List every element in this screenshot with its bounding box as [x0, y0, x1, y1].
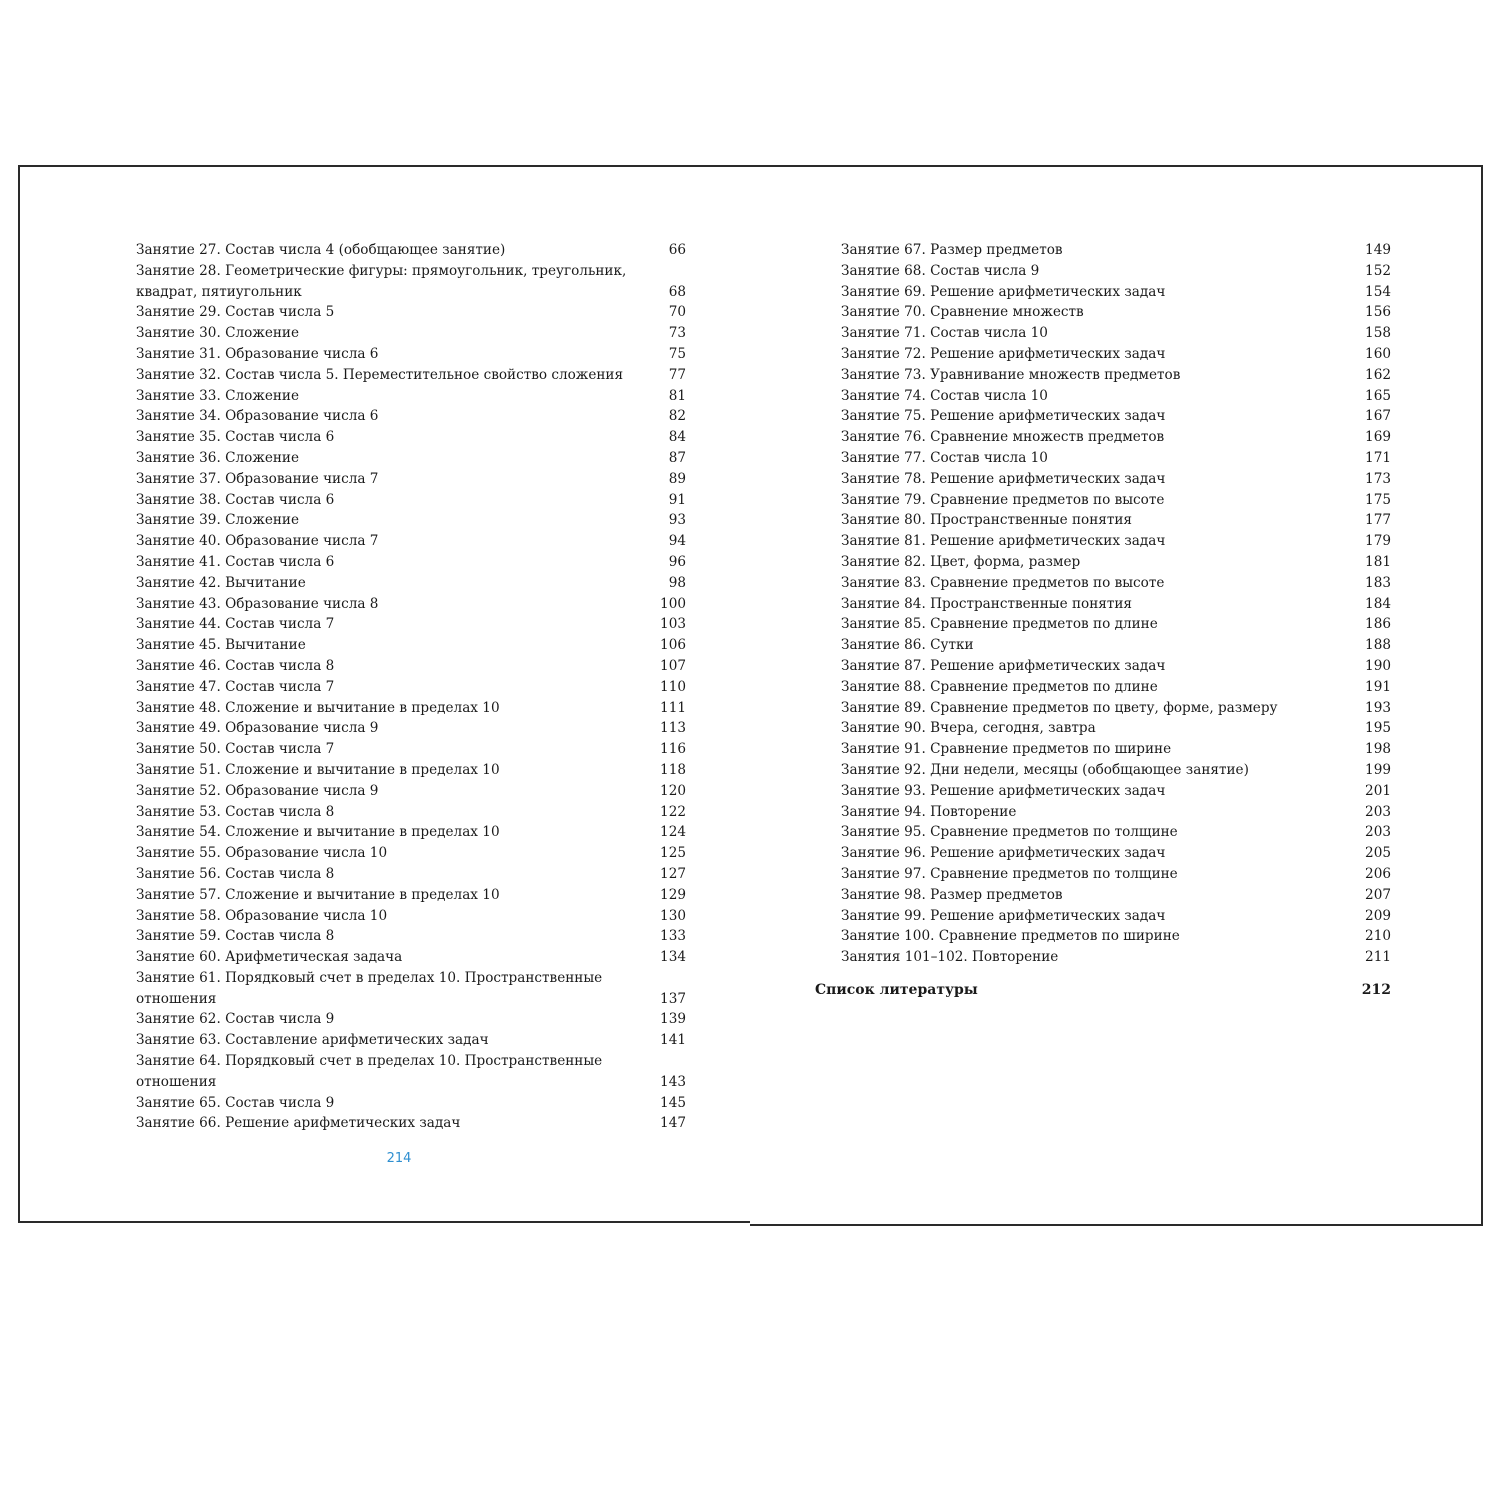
toc-entry[interactable]: [136, 282, 686, 303]
bibliography-title: Список литературы: [815, 982, 978, 998]
toc-entry-title: Занятие 44. Состав числа 7: [136, 616, 335, 633]
toc-entry-page: 193: [1365, 699, 1391, 716]
toc-entry[interactable]: [136, 552, 686, 573]
toc-entry[interactable]: [136, 323, 686, 344]
toc-entry[interactable]: [136, 594, 686, 615]
toc-entry[interactable]: [136, 843, 686, 864]
toc-entry[interactable]: [841, 240, 1391, 261]
toc-entry-page: 179: [1365, 533, 1391, 550]
toc-entry[interactable]: [841, 947, 1391, 968]
toc-entry[interactable]: [841, 469, 1391, 490]
toc-entry[interactable]: [841, 261, 1391, 282]
toc-entry-page: 81: [668, 387, 686, 404]
toc-entry-page: 122: [660, 803, 686, 820]
toc-entry-title: Занятие 74. Состав числа 10: [841, 387, 1048, 404]
toc-entry-page: 183: [1365, 574, 1391, 591]
toc-entry[interactable]: [841, 427, 1391, 448]
toc-entry-page: 103: [660, 616, 686, 633]
toc-entry[interactable]: [841, 698, 1391, 719]
toc-entry[interactable]: [841, 490, 1391, 511]
toc-entry-title: Занятие 38. Состав числа 6: [136, 491, 335, 508]
toc-entry-title: Занятие 99. Решение арифметических задач: [841, 907, 1166, 924]
toc-entry-title: Занятие 67. Размер предметов: [841, 242, 1063, 258]
toc-entry-page: 158: [1365, 325, 1391, 342]
toc-entry-title: Занятие 37. Образование числа 7: [136, 470, 379, 487]
toc-entry-title-cont: отношения: [136, 990, 217, 1007]
toc-entry-title-cont: квадрат, пятиугольник: [136, 283, 302, 300]
toc-entry-title: Занятие 85. Сравнение предметов по длине: [841, 616, 1158, 633]
toc-entry[interactable]: [136, 947, 686, 968]
toc-entry-title: Занятие 31. Образование числа 6: [136, 345, 379, 362]
toc-entry-title: Занятие 33. Сложение: [136, 387, 300, 404]
toc-entry-title: Занятие 96. Решение арифметических задач: [841, 845, 1166, 862]
toc-entry-title: Занятие 76. Сравнение множеств предметов: [841, 429, 1165, 446]
toc-entry[interactable]: [136, 365, 686, 386]
toc-entry-page: 154: [1365, 283, 1391, 300]
toc-entry-title: Занятие 51. Сложение и вычитание в пределах 10: [136, 761, 500, 778]
toc-entry-title: Занятие 62. Состав числа 9: [136, 1011, 335, 1028]
toc-entry[interactable]: [841, 656, 1391, 677]
toc-entry-title: Занятие 93. Решение арифметических задач: [841, 782, 1166, 799]
toc-entry-page: 98: [668, 574, 686, 591]
toc-entry-title: Занятие 48. Сложение и вычитание в пределах 10: [136, 699, 500, 716]
toc-entry-page: 165: [1365, 387, 1391, 404]
toc-entry-title: Занятие 27. Состав числа 4 (обобщающее занятие): [136, 242, 506, 258]
toc-entry-title: Занятие 79. Сравнение предметов по высоте: [841, 491, 1165, 508]
toc-entry-page: 203: [1365, 824, 1391, 841]
toc-entry[interactable]: [136, 989, 686, 1010]
toc-entry[interactable]: [841, 594, 1391, 615]
toc-entry-page: 113: [660, 720, 686, 737]
toc-entry[interactable]: [136, 344, 686, 365]
toc-entry-page: 210: [1365, 928, 1391, 945]
toc-entry-page: 173: [1365, 470, 1391, 487]
toc-entry-page: 111: [660, 699, 686, 716]
toc-entry[interactable]: [136, 822, 686, 843]
toc-entry-page: 211: [1365, 949, 1391, 966]
toc-entry-title: Занятие 58. Образование числа 10: [136, 907, 388, 924]
toc-entry-title: Занятие 100. Сравнение предметов по ширине: [841, 928, 1180, 945]
toc-entry[interactable]: [841, 344, 1391, 365]
toc-entry[interactable]: [136, 781, 686, 802]
toc-entry-page: 66: [668, 242, 686, 258]
toc-entry-title: Занятие 56. Состав числа 8: [136, 865, 335, 882]
toc-entry-title: Занятие 60. Арифметическая задача: [136, 949, 403, 966]
toc-entry[interactable]: [841, 635, 1391, 656]
toc-entry[interactable]: [841, 718, 1391, 739]
toc-entry-title: Занятие 89. Сравнение предметов по цвету, форме, размеру: [841, 699, 1278, 716]
toc-entry-title: Занятие 92. Дни недели, месяцы (обобщающее занятие): [841, 761, 1249, 778]
toc-entry[interactable]: [841, 365, 1391, 386]
toc-entry-page: 188: [1365, 637, 1391, 654]
toc-entry-title: Занятие 43. Образование числа 8: [136, 595, 379, 612]
toc-entry-title: Занятие 52. Образование числа 9: [136, 782, 379, 799]
toc-entry[interactable]: [136, 1030, 686, 1051]
toc-entry-title: Занятие 83. Сравнение предметов по высоте: [841, 574, 1165, 591]
toc-entry-page: 75: [668, 345, 686, 362]
toc-entry[interactable]: [841, 906, 1391, 927]
toc-entry-page: 87: [668, 449, 686, 466]
toc-entry-title: Занятие 90. Вчера, сегодня, завтра: [841, 720, 1096, 737]
toc-entry-title: Занятие 72. Решение арифметических задач: [841, 345, 1166, 362]
toc-entry-page: 137: [660, 990, 686, 1007]
toc-entry-page: 68: [668, 283, 686, 300]
toc-entry-title: Занятие 97. Сравнение предметов по толщине: [841, 865, 1178, 882]
page-number: 214: [386, 1151, 412, 1166]
toc-entry-title: Занятие 95. Сравнение предметов по толщине: [841, 824, 1178, 841]
toc-entry[interactable]: [136, 698, 686, 719]
toc-entry-page: 125: [660, 845, 686, 862]
bibliography-entry[interactable]: [815, 974, 1391, 1001]
toc-entry-page: 141: [660, 1032, 686, 1049]
toc-entry-page: 171: [1365, 449, 1391, 466]
toc-entry-title: Занятие 65. Состав числа 9: [136, 1094, 335, 1111]
toc-entry-page: 116: [660, 741, 686, 758]
toc-entry-title: Занятие 46. Состав числа 8: [136, 657, 335, 674]
toc-entry-title: Занятие 34. Образование числа 6: [136, 408, 379, 425]
toc-entry-title: Занятие 84. Пространственные понятия: [841, 595, 1133, 612]
toc-right-column: [841, 240, 1391, 968]
toc-left-column: [136, 240, 686, 1134]
toc-entry-title: Занятие 35. Состав числа 6: [136, 429, 335, 446]
toc-entry[interactable]: [841, 926, 1391, 947]
toc-entry-title: Занятие 50. Состав числа 7: [136, 741, 335, 758]
toc-entry[interactable]: [136, 864, 686, 885]
toc-entry-page: 209: [1365, 907, 1391, 924]
toc-entry-page: 186: [1365, 616, 1391, 633]
toc-entry-title: Занятие 88. Сравнение предметов по длине: [841, 678, 1158, 695]
toc-entry-page: 127: [660, 865, 686, 882]
toc-entry-page: 206: [1365, 865, 1391, 882]
toc-entry-title: Занятие 68. Состав числа 9: [841, 262, 1040, 279]
toc-entry-title: Занятие 30. Сложение: [136, 325, 300, 342]
toc-entry-page: 134: [660, 949, 686, 966]
toc-entry-title: Занятие 82. Цвет, форма, размер: [841, 553, 1081, 570]
toc-entry-title: Занятие 86. Сутки: [841, 637, 974, 654]
toc-entry-title: Занятие 94. Повторение: [841, 803, 1017, 820]
toc-entry-page: 147: [660, 1115, 686, 1132]
toc-entry[interactable]: [136, 760, 686, 781]
toc-entry-page: 139: [660, 1011, 686, 1028]
toc-entry-page: 70: [668, 304, 686, 321]
toc-entry-title: Занятие 54. Сложение и вычитание в пределах 10: [136, 824, 500, 841]
toc-entry-page: 169: [1365, 429, 1391, 446]
toc-entry[interactable]: [136, 510, 686, 531]
toc-entry[interactable]: [841, 282, 1391, 303]
toc-entry[interactable]: [136, 739, 686, 760]
toc-entry-page: 107: [660, 657, 686, 674]
toc-entry[interactable]: [841, 781, 1391, 802]
toc-entry-page: 191: [1365, 678, 1391, 695]
toc-entry[interactable]: [841, 510, 1391, 531]
toc-entry-page: 149: [1365, 242, 1391, 258]
toc-entry[interactable]: [136, 1072, 686, 1093]
toc-entry-title: Занятие 77. Состав числа 10: [841, 449, 1048, 466]
toc-entry-title[interactable]: Занятие 28. Геометрические фигуры: прямоугольник, треугольник,: [136, 262, 627, 279]
toc-entry-title: Занятие 53. Состав числа 8: [136, 803, 335, 820]
toc-entry-page: 152: [1365, 262, 1391, 279]
toc-entry-page: 130: [660, 907, 686, 924]
toc-entry-page: 91: [668, 491, 686, 508]
toc-entry-title: Занятие 49. Образование числа 9: [136, 720, 379, 737]
toc-entry-page: 195: [1365, 720, 1391, 737]
toc-entry-page: 167: [1365, 408, 1391, 425]
toc-entry-title: Занятие 81. Решение арифметических задач: [841, 533, 1166, 550]
toc-entry[interactable]: [841, 323, 1391, 344]
toc-entry[interactable]: [841, 614, 1391, 635]
toc-entry-page: 77: [668, 366, 686, 383]
toc-entry[interactable]: [841, 822, 1391, 843]
toc-entry-page: 175: [1365, 491, 1391, 508]
toc-entry-title: Занятие 41. Состав числа 6: [136, 553, 335, 570]
toc-entry[interactable]: [136, 635, 686, 656]
toc-entry-page: 205: [1365, 845, 1391, 862]
toc-entry[interactable]: [136, 1093, 686, 1114]
toc-entry[interactable]: [136, 614, 686, 635]
toc-entry-page: 198: [1365, 741, 1391, 758]
toc-entry-title: Занятие 39. Сложение: [136, 512, 300, 529]
toc-entry-page: 207: [1365, 886, 1391, 903]
toc-entry[interactable]: [841, 739, 1391, 760]
toc-entry[interactable]: [841, 885, 1391, 906]
toc-entry[interactable]: [136, 531, 686, 552]
toc-entry-page: 96: [668, 553, 686, 570]
toc-entry[interactable]: [841, 573, 1391, 594]
toc-entry-page: 177: [1365, 512, 1391, 529]
toc-entry-page: 160: [1365, 345, 1391, 362]
toc-entry-page: 100: [660, 595, 686, 612]
toc-entry[interactable]: [136, 448, 686, 469]
toc-entry-page: 184: [1365, 595, 1391, 612]
toc-entry-title: Занятие 73. Уравнивание множеств предметов: [841, 366, 1181, 383]
toc-entry[interactable]: [136, 490, 686, 511]
toc-entry[interactable]: [841, 302, 1391, 323]
toc-entry-title: Занятие 40. Образование числа 7: [136, 533, 379, 550]
toc-entry-page: 73: [668, 325, 686, 342]
toc-entry[interactable]: [841, 864, 1391, 885]
toc-entry-page: 106: [660, 637, 686, 654]
toc-entry-page: 124: [660, 824, 686, 841]
toc-entry[interactable]: [136, 718, 686, 739]
toc-entry[interactable]: [136, 240, 686, 261]
toc-entry-page: 84: [668, 429, 686, 446]
toc-entry[interactable]: [841, 448, 1391, 469]
toc-entry[interactable]: [136, 885, 686, 906]
toc-entry-title: Занятие 71. Состав числа 10: [841, 325, 1048, 342]
toc-entry[interactable]: [841, 386, 1391, 407]
toc-entry-title: Занятие 69. Решение арифметических задач: [841, 283, 1166, 300]
toc-entry-page: 118: [660, 761, 686, 778]
toc-entry[interactable]: [136, 406, 686, 427]
toc-entry[interactable]: [841, 843, 1391, 864]
toc-entry[interactable]: [841, 677, 1391, 698]
toc-entry-title: Занятие 55. Образование числа 10: [136, 845, 388, 862]
toc-entry-page: 110: [660, 678, 686, 695]
toc-entry-page: 162: [1365, 366, 1391, 383]
toc-entry-title: Занятие 80. Пространственные понятия: [841, 512, 1133, 529]
toc-entry-title: Занятие 47. Состав числа 7: [136, 678, 335, 695]
toc-entry-page: 199: [1365, 761, 1391, 778]
toc-entry-page: 120: [660, 782, 686, 799]
toc-entry-title: Занятие 45. Вычитание: [136, 637, 306, 654]
bibliography-page: 212: [1361, 982, 1391, 998]
toc-entry-title: Занятие 75. Решение арифметических задач: [841, 408, 1166, 425]
toc-entry[interactable]: [136, 469, 686, 490]
toc-entry-title[interactable]: Занятие 61. Порядковый счет в пределах 10. Пространственные: [136, 969, 603, 986]
toc-entry-title: Занятие 36. Сложение: [136, 449, 300, 466]
toc-entry[interactable]: [136, 656, 686, 677]
toc-entry[interactable]: [841, 760, 1391, 781]
toc-entry-page: 143: [660, 1073, 686, 1090]
toc-entry-title: Занятие 63. Составление арифметических задач: [136, 1032, 489, 1049]
toc-entry[interactable]: [841, 531, 1391, 552]
toc-entry-title: Занятие 42. Вычитание: [136, 574, 306, 591]
toc-entry[interactable]: [136, 926, 686, 947]
toc-entry-title: Занятие 91. Сравнение предметов по ширине: [841, 741, 1172, 758]
toc-entry-title: Занятие 87. Решение арифметических задач: [841, 657, 1166, 674]
toc-entry-title: Занятие 66. Решение арифметических задач: [136, 1115, 461, 1132]
toc-entry-page: 94: [668, 533, 686, 550]
toc-entry-title: Занятие 98. Размер предметов: [841, 886, 1063, 903]
toc-entry-page: 129: [660, 886, 686, 903]
toc-entry-page: 133: [660, 928, 686, 945]
toc-entry-page: 201: [1365, 782, 1391, 799]
toc-entry-page: 156: [1365, 304, 1391, 321]
toc-entry-page: 190: [1365, 657, 1391, 674]
toc-entry-title: Занятие 70. Сравнение множеств: [841, 304, 1084, 321]
toc-entry-page: 203: [1365, 803, 1391, 820]
toc-entry[interactable]: [136, 573, 686, 594]
toc-entry-title[interactable]: Занятие 64. Порядковый счет в пределах 10. Пространственные: [136, 1053, 603, 1070]
toc-entry[interactable]: [136, 802, 686, 823]
toc-entry-title-cont: отношения: [136, 1073, 217, 1090]
toc-entry-title: Занятия 101–102. Повторение: [841, 949, 1059, 966]
toc-entry-title: Занятие 32. Состав числа 5. Переместительное свойство сложения: [136, 366, 624, 383]
toc-entry[interactable]: [136, 1113, 686, 1134]
toc-entry-title: Занятие 59. Состав числа 8: [136, 928, 335, 945]
toc-entry-page: 145: [660, 1094, 686, 1111]
toc-entry-page: 89: [668, 470, 686, 487]
toc-entry-title: Занятие 29. Состав числа 5: [136, 304, 335, 321]
toc-entry-page: 82: [668, 408, 686, 425]
toc-entry[interactable]: [841, 802, 1391, 823]
toc-entry[interactable]: [136, 1009, 686, 1030]
toc-entry[interactable]: [841, 406, 1391, 427]
toc-entry-page: 181: [1365, 553, 1391, 570]
toc-entry-page: 93: [668, 512, 686, 529]
toc-entry-title: Занятие 57. Сложение и вычитание в пределах 10: [136, 886, 500, 903]
toc-entry[interactable]: [136, 386, 686, 407]
toc-entry[interactable]: [136, 677, 686, 698]
toc-entry[interactable]: [136, 302, 686, 323]
toc-entry-title: Занятие 78. Решение арифметических задач: [841, 470, 1166, 487]
toc-entry[interactable]: [841, 552, 1391, 573]
toc-entry[interactable]: [136, 906, 686, 927]
toc-entry[interactable]: [136, 427, 686, 448]
